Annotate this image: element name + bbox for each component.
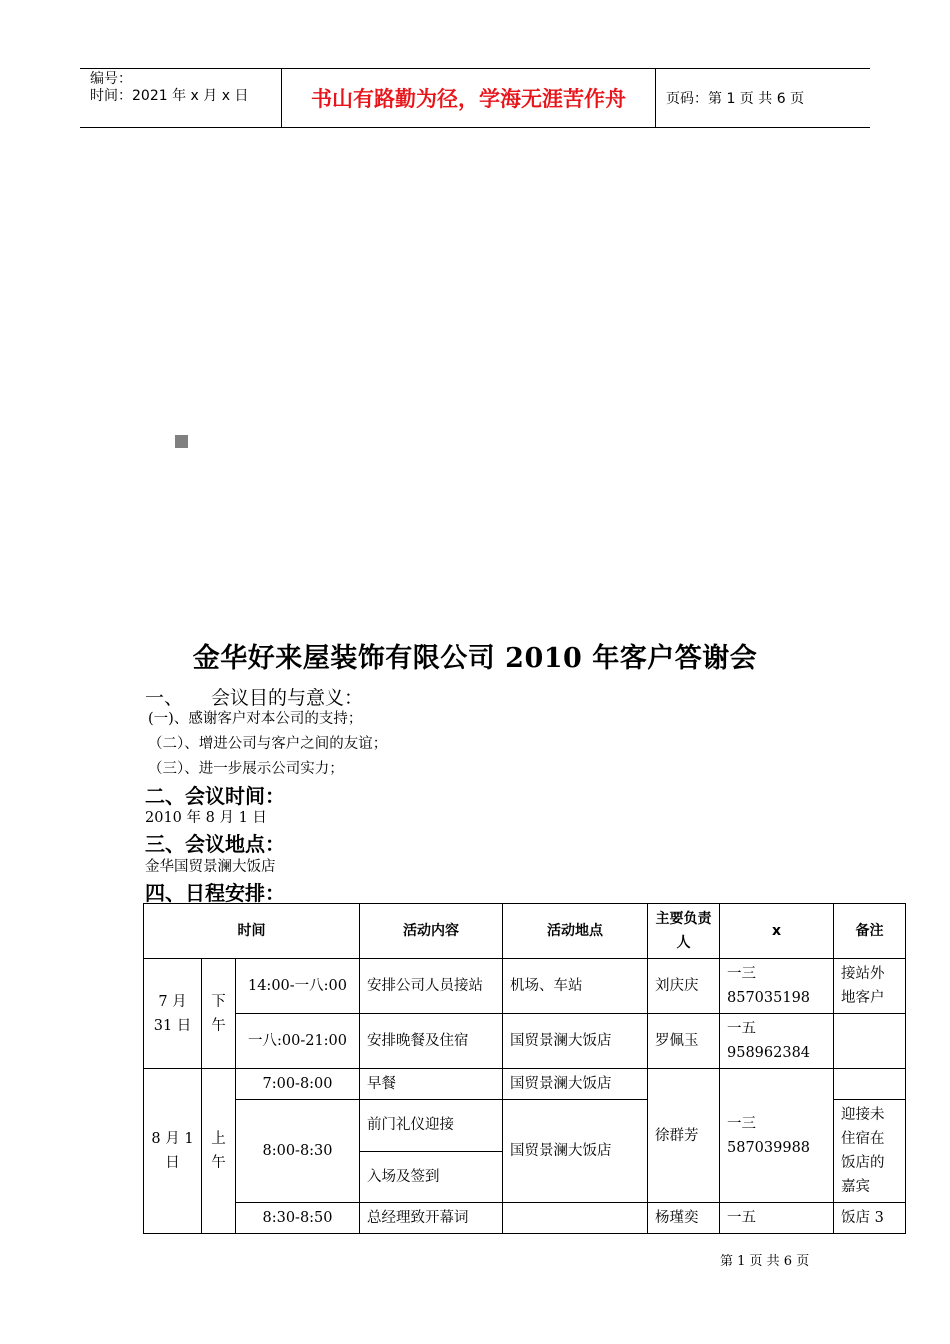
header-page-label: 页码：第 1 页 共 6 页	[666, 91, 805, 107]
phone-cell: 一三 857035198	[720, 959, 834, 1014]
col-header-place: 活动地点	[503, 904, 648, 959]
section2-value: 2010 年 8 月 1 日	[145, 810, 267, 826]
header-motto: 书山有路勤为径，学海无涯苦作舟	[282, 69, 656, 127]
table-header-row	[144, 904, 906, 959]
table-row	[144, 1014, 906, 1069]
col-header-phone: x	[720, 904, 834, 959]
table-row	[144, 1203, 906, 1234]
page-header	[80, 68, 870, 128]
activity-cell: 早餐	[360, 1069, 503, 1100]
day1-date: 7 月 31 日	[144, 959, 202, 1069]
section4-title: 四、日程安排：	[145, 881, 285, 905]
time-cell: 8:00-8:30	[236, 1100, 360, 1203]
person-cell: 罗佩玉	[648, 1014, 720, 1069]
place-cell: 国贸景澜大饭店	[503, 1014, 648, 1069]
place-cell: 机场、车站	[503, 959, 648, 1014]
section1-heading	[145, 683, 363, 710]
purpose-item: (一)、感谢客户对本公司的支持；	[148, 711, 363, 727]
place-cell	[503, 1203, 648, 1234]
section2-title: 二、会议时间：	[145, 784, 285, 808]
note-cell: 迎接未住宿在饭店的嘉宾	[834, 1100, 906, 1203]
purpose-item: （二）、增进公司与客户之间的友谊；	[148, 736, 388, 752]
time-cell: 一八:00-21:00	[236, 1014, 360, 1069]
place-cell: 国贸景澜大饭店	[503, 1069, 648, 1100]
activity-cell: 安排晚餐及住宿	[360, 1014, 503, 1069]
header-info	[80, 69, 282, 127]
section3-title: 三、会议地点：	[145, 832, 285, 856]
section1-title: 会议目的与意义：	[211, 687, 364, 709]
note-cell: 接站外地客户	[834, 959, 906, 1014]
day2-date: 8 月 1 日	[144, 1069, 202, 1234]
place-cell: 国贸景澜大饭店	[503, 1100, 648, 1203]
phone-cell: 一五 958962384	[720, 1014, 834, 1069]
activity-cell: 入场及签到	[360, 1151, 503, 1203]
phone-cell: 一三 587039988	[720, 1069, 834, 1203]
section1-number: 一、	[145, 687, 184, 709]
col-header-person: 主要负责人	[648, 904, 720, 959]
time-cell: 7:00-8:00	[236, 1069, 360, 1100]
person-cell: 徐群芳	[648, 1069, 720, 1203]
number-label: 编号：	[90, 71, 132, 87]
col-header-note: 备注	[834, 904, 906, 959]
day1-period: 下午	[202, 959, 236, 1069]
purpose-item: （三）、进一步展示公司实力；	[148, 761, 344, 777]
activity-cell: 总经理致开幕词	[360, 1203, 503, 1234]
note-cell	[834, 1014, 906, 1069]
page-footer: 第 1 页 共 6 页	[720, 1254, 810, 1269]
section3-value: 金华国贸景澜大饭店	[145, 859, 276, 875]
square-bullet-icon	[175, 435, 188, 448]
col-header-time: 时间	[144, 904, 360, 959]
schedule-table	[143, 903, 906, 1234]
time-cell: 14:00-一八:00	[236, 959, 360, 1014]
col-header-activity: 活动内容	[360, 904, 503, 959]
note-cell: 饭店 3	[834, 1203, 906, 1234]
person-cell: 杨瑾奕	[648, 1203, 720, 1234]
document-title: 金华好来屋装饰有限公司 2010 年客户答谢会	[192, 643, 758, 674]
time-label: 时间：2021 年 x 月 x 日	[90, 88, 249, 104]
table-row	[144, 1069, 906, 1100]
table-row	[144, 959, 906, 1014]
activity-cell: 前门礼仪迎接	[360, 1100, 503, 1152]
day2-period: 上午	[202, 1069, 236, 1234]
activity-cell: 安排公司人员接站	[360, 959, 503, 1014]
phone-cell: 一五	[720, 1203, 834, 1234]
person-cell: 刘庆庆	[648, 959, 720, 1014]
time-cell: 8:30-8:50	[236, 1203, 360, 1234]
note-cell	[834, 1069, 906, 1100]
